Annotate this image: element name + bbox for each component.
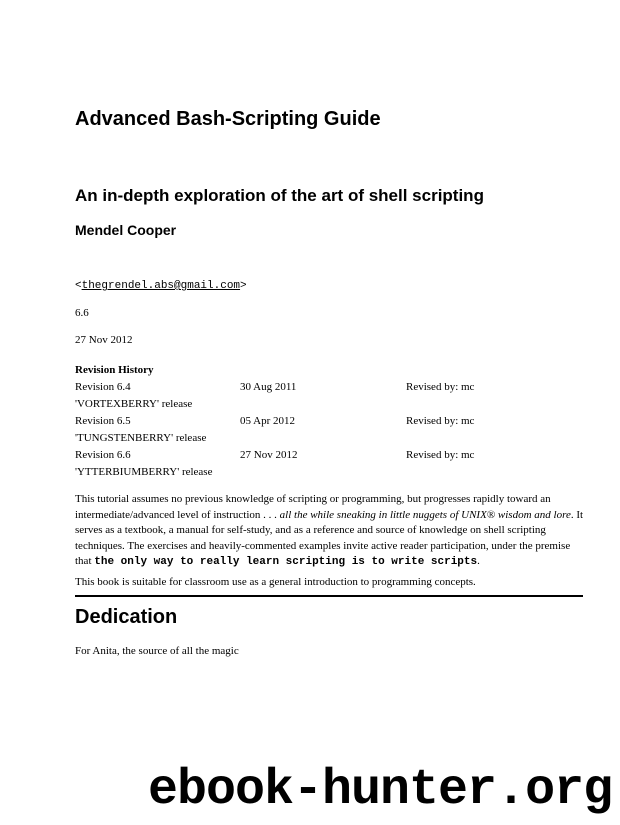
suitability-note: This book is suitable for classroom use as a general introduction to programming concepts. bbox=[75, 576, 476, 588]
revision-number: Revision 6.6 bbox=[75, 449, 131, 461]
section-divider bbox=[75, 595, 583, 597]
abstract-code-text: the only way to really learn scripting is to write scripts bbox=[94, 556, 478, 568]
abstract-text-1: This tutorial assumes no previous knowledge of scripting or programming, but progresses rapidly toward an intermediate/advanced level of instruction . . . bbox=[75, 493, 551, 521]
author-email bbox=[75, 280, 247, 292]
abstract-text-3: . bbox=[477, 555, 480, 567]
revision-author: Revised by: mc bbox=[406, 381, 475, 393]
revision-note-row bbox=[75, 464, 495, 481]
revision-date: 27 Nov 2012 bbox=[240, 449, 298, 461]
email-open-bracket: < bbox=[75, 280, 82, 292]
document-version: 6.6 bbox=[75, 307, 89, 319]
dedication-text: For Anita, the source of all the magic bbox=[75, 645, 239, 657]
revision-number: Revision 6.4 bbox=[75, 381, 131, 393]
dedication-heading: Dedication bbox=[75, 606, 178, 628]
revision-note: 'YTTERBIUMBERRY' release bbox=[75, 466, 213, 478]
revision-note-row bbox=[75, 430, 495, 447]
email-link[interactable]: thegrendel.abs@gmail.com bbox=[81, 280, 241, 292]
document-subtitle: An in-depth exploration of the art of shell scripting bbox=[75, 186, 484, 205]
email-close-bracket: > bbox=[240, 280, 247, 292]
revision-note: 'TUNGSTENBERRY' release bbox=[75, 432, 207, 444]
author-name: Mendel Cooper bbox=[75, 222, 177, 238]
document-title: Advanced Bash-Scripting Guide bbox=[75, 108, 381, 130]
revision-date: 05 Apr 2012 bbox=[240, 415, 295, 427]
abstract-text-2: . It serves as a textbook, a manual for self-study, and as a reference and source of knowledge on shell scripting techniques. The exercises and heavily-commented examples invite active reader participation, under the premise that bbox=[75, 508, 584, 567]
abstract-italic-text: all the while sneaking in little nuggets of UNIX® wisdom and lore bbox=[279, 508, 571, 521]
revision-number: Revision 6.5 bbox=[75, 415, 131, 427]
revision-note: 'VORTEXBERRY' release bbox=[75, 398, 193, 410]
revision-row bbox=[75, 379, 495, 396]
revision-date: 30 Aug 2011 bbox=[240, 381, 297, 393]
watermark-text: ebook-hunter.org bbox=[148, 762, 613, 819]
revision-note-row bbox=[75, 396, 495, 413]
revision-history-heading: Revision History bbox=[75, 364, 154, 376]
abstract-paragraph bbox=[75, 492, 585, 571]
revision-author: Revised by: mc bbox=[406, 415, 475, 427]
revision-row bbox=[75, 413, 495, 430]
revision-author: Revised by: mc bbox=[406, 449, 475, 461]
document-date: 27 Nov 2012 bbox=[75, 334, 133, 346]
revision-row bbox=[75, 447, 495, 464]
revision-history-table bbox=[75, 362, 495, 481]
